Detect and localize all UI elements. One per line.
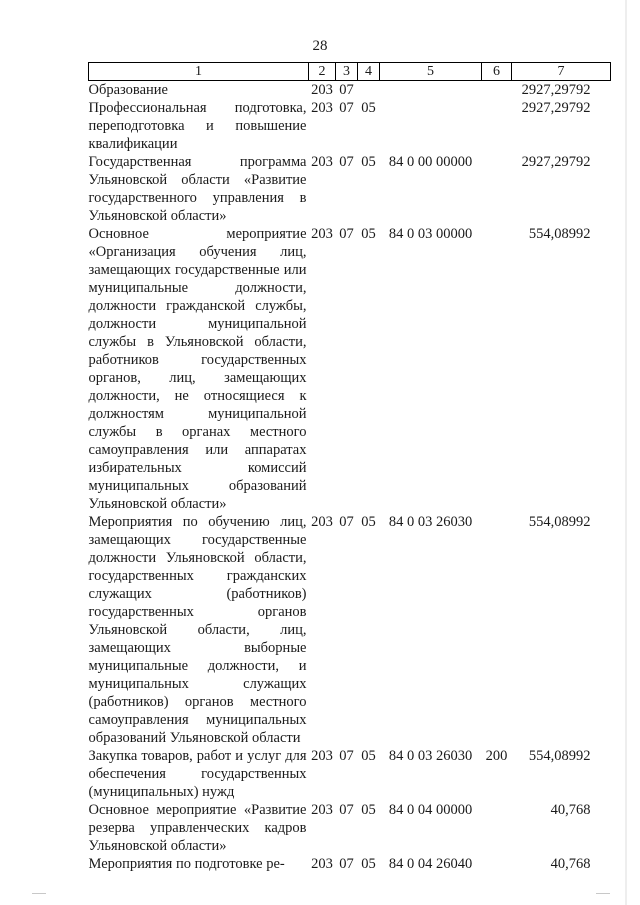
row-code-5: 84 0 04 26040	[388, 856, 473, 872]
row-amount: 2927,29792	[521, 82, 591, 98]
row-code-6	[482, 513, 512, 747]
row-code-5	[380, 99, 482, 153]
row-name: Мероприятия по подготовке ре-	[88, 856, 285, 872]
table-row	[89, 801, 611, 855]
row-code-3: 07	[339, 514, 354, 530]
row-code-4: 05	[361, 748, 376, 764]
scan-edge-mark	[625, 0, 627, 905]
row-code-5	[380, 81, 482, 100]
row-code-4: 05	[361, 514, 376, 530]
row-code-3: 07	[339, 100, 354, 116]
row-name: Образование	[88, 82, 168, 98]
row-code-2: 203	[311, 748, 333, 764]
row-code-4	[358, 81, 380, 100]
row-amount: 40,768	[550, 856, 591, 872]
row-code-5: 84 0 00 00000	[388, 154, 473, 170]
table-row	[89, 225, 611, 513]
header-col-6: 6	[482, 63, 512, 81]
row-code-4: 05	[361, 100, 376, 116]
row-code-2: 203	[311, 226, 333, 242]
row-code-4: 05	[361, 802, 376, 818]
table-row	[89, 81, 611, 100]
row-code-2: 203	[311, 802, 333, 818]
row-code-2: 203	[311, 514, 333, 530]
row-code-4: 05	[361, 226, 376, 242]
row-code-3: 07	[339, 856, 354, 872]
row-amount: 2927,29792	[521, 100, 591, 116]
header-col-3: 3	[336, 63, 358, 81]
row-name: Закупка товаров, работ и услуг для обеспечения государственных (муниципальных) нужд	[88, 748, 307, 800]
row-code-2: 203	[311, 82, 333, 98]
table-row	[89, 153, 611, 225]
row-amount: 40,768	[550, 802, 591, 818]
row-code-3: 07	[339, 82, 354, 98]
header-col-5: 5	[380, 63, 482, 81]
row-code-5: 84 0 04 00000	[388, 802, 473, 818]
row-name: Профессиональная подготовка, переподготовка и повышение квалификации	[88, 100, 307, 152]
row-code-6: 200	[485, 748, 508, 764]
row-code-3: 07	[339, 748, 354, 764]
row-amount: 554,08992	[528, 514, 591, 530]
header-col-1: 1	[89, 63, 309, 81]
row-amount: 2927,29792	[521, 154, 591, 170]
scan-corner-mark	[596, 893, 610, 894]
row-code-6	[482, 153, 512, 225]
row-code-2: 203	[311, 154, 333, 170]
row-code-3: 07	[339, 802, 354, 818]
row-code-2: 203	[311, 100, 333, 116]
row-code-6	[482, 855, 512, 873]
row-name: Основное мероприятие «Развитие резерва управленческих кадров Ульяновской области»	[88, 802, 307, 854]
row-code-5: 84 0 03 26030	[388, 514, 473, 530]
header-col-7: 7	[512, 63, 611, 81]
row-amount: 554,08992	[528, 748, 591, 764]
row-code-5: 84 0 03 26030	[388, 748, 473, 764]
budget-table	[88, 62, 611, 873]
row-code-5: 84 0 03 00000	[388, 226, 473, 242]
row-name: Государственная программа Ульяновской области «Развитие государственного управления в Ульяновской области»	[88, 154, 307, 224]
row-code-3: 07	[339, 226, 354, 242]
row-code-4: 05	[361, 154, 376, 170]
table-row	[89, 747, 611, 801]
table-row	[89, 513, 611, 747]
row-amount: 554,08992	[528, 226, 591, 242]
page-number: 28	[312, 38, 328, 54]
row-code-4: 05	[361, 856, 376, 872]
row-code-6	[482, 225, 512, 513]
header-col-4: 4	[358, 63, 380, 81]
row-name: Основное мероприятие «Организация обучения лиц, замещающих государственные или муниципальные должности, должности гражданской службы, должности муниципальной службы в Ульяновской области, работников государственных органов, лиц, замещающих должности, не относящиеся к должностям муниципальной службы в органах местного самоуправления или аппаратах избирательных комиссий муниципальных образований Ульяновской области»	[88, 226, 307, 512]
row-code-6	[482, 99, 512, 153]
row-code-3: 07	[339, 154, 354, 170]
table-row	[89, 99, 611, 153]
row-name: Мероприятия по обучению лиц, замещающих государственные должности Ульяновской области, государственных гражданских служащих (работников) государственных органов Ульяновской области, лиц, замещающих выборные муниципальные должности, и муниципальных служащих (работников) органов местного самоуправления муниципальных образований Ульяновской области	[88, 514, 307, 746]
row-code-6	[482, 81, 512, 100]
scan-corner-mark	[32, 893, 46, 894]
row-code-2: 203	[311, 856, 333, 872]
table-row	[89, 855, 611, 873]
row-code-6	[482, 801, 512, 855]
header-row	[89, 63, 611, 81]
header-col-2: 2	[309, 63, 336, 81]
